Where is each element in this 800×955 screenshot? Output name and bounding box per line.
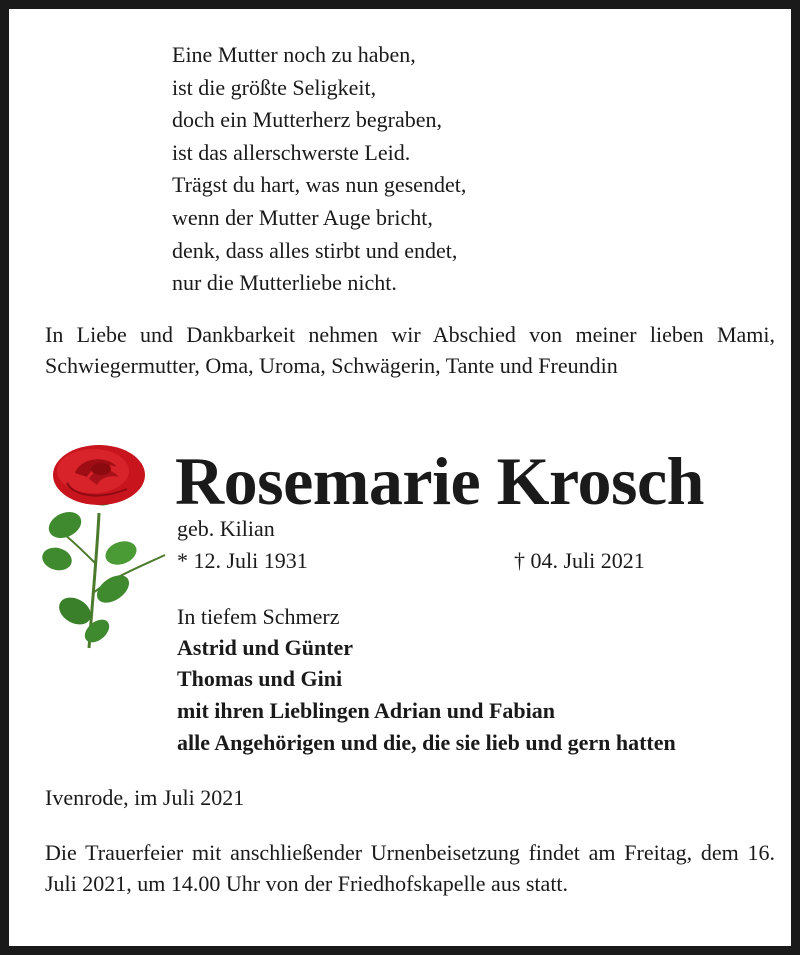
birth-date: * 12. Juli 1931 (177, 548, 308, 573)
mourners-intro: In tiefem Schmerz (177, 604, 340, 629)
poem-line: Eine Mutter noch zu haben, (172, 42, 416, 67)
mourner-line: alle Angehörigen und die, die sie lieb und gern hatten (177, 730, 676, 755)
poem-line: Trägst du hart, was nun gesendet, (172, 172, 467, 198)
poem-line: wenn der Mutter Auge bricht, (172, 204, 433, 230)
poem (172, 39, 466, 300)
death-date: † 04. Juli 2021 (514, 548, 645, 573)
poem-line: nur die Mutterliebe nicht. (172, 270, 397, 296)
mourner-line: Astrid und Günter (177, 635, 354, 660)
deceased-name: Rosemarie Krosch (175, 443, 704, 519)
poem-line: denk, dass alles stirbt und endet, (172, 237, 458, 263)
poem-line: ist die größte Seligkeit, (172, 74, 377, 100)
mourner-line: mit ihren Lieblingen Adrian und Fabian (177, 698, 555, 723)
red-rose-icon (37, 443, 177, 655)
funeral-notice: Die Trauerfeier mit anschließender Urnenbeisetzung findet am Freitag, dem 16. Juli 2021, um 14.00 Uhr von der Friedhofskapelle aus statt. (45, 840, 775, 896)
intro-text: In Liebe und Dankbarkeit nehmen wir Abschied von meiner lieben Mami, Schwiegermutter, Oma, Uroma, Schwägerin, Tante und Freundin (45, 322, 775, 378)
mourner-line: Thomas und Gini (177, 666, 343, 691)
place-date: Ivenrode, im Juli 2021 (45, 785, 245, 810)
maiden-name: geb. Kilian (177, 516, 275, 541)
poem-line: doch ein Mutterherz begraben, (172, 107, 442, 133)
poem-line: ist das allerschwerste Leid. (172, 139, 411, 165)
